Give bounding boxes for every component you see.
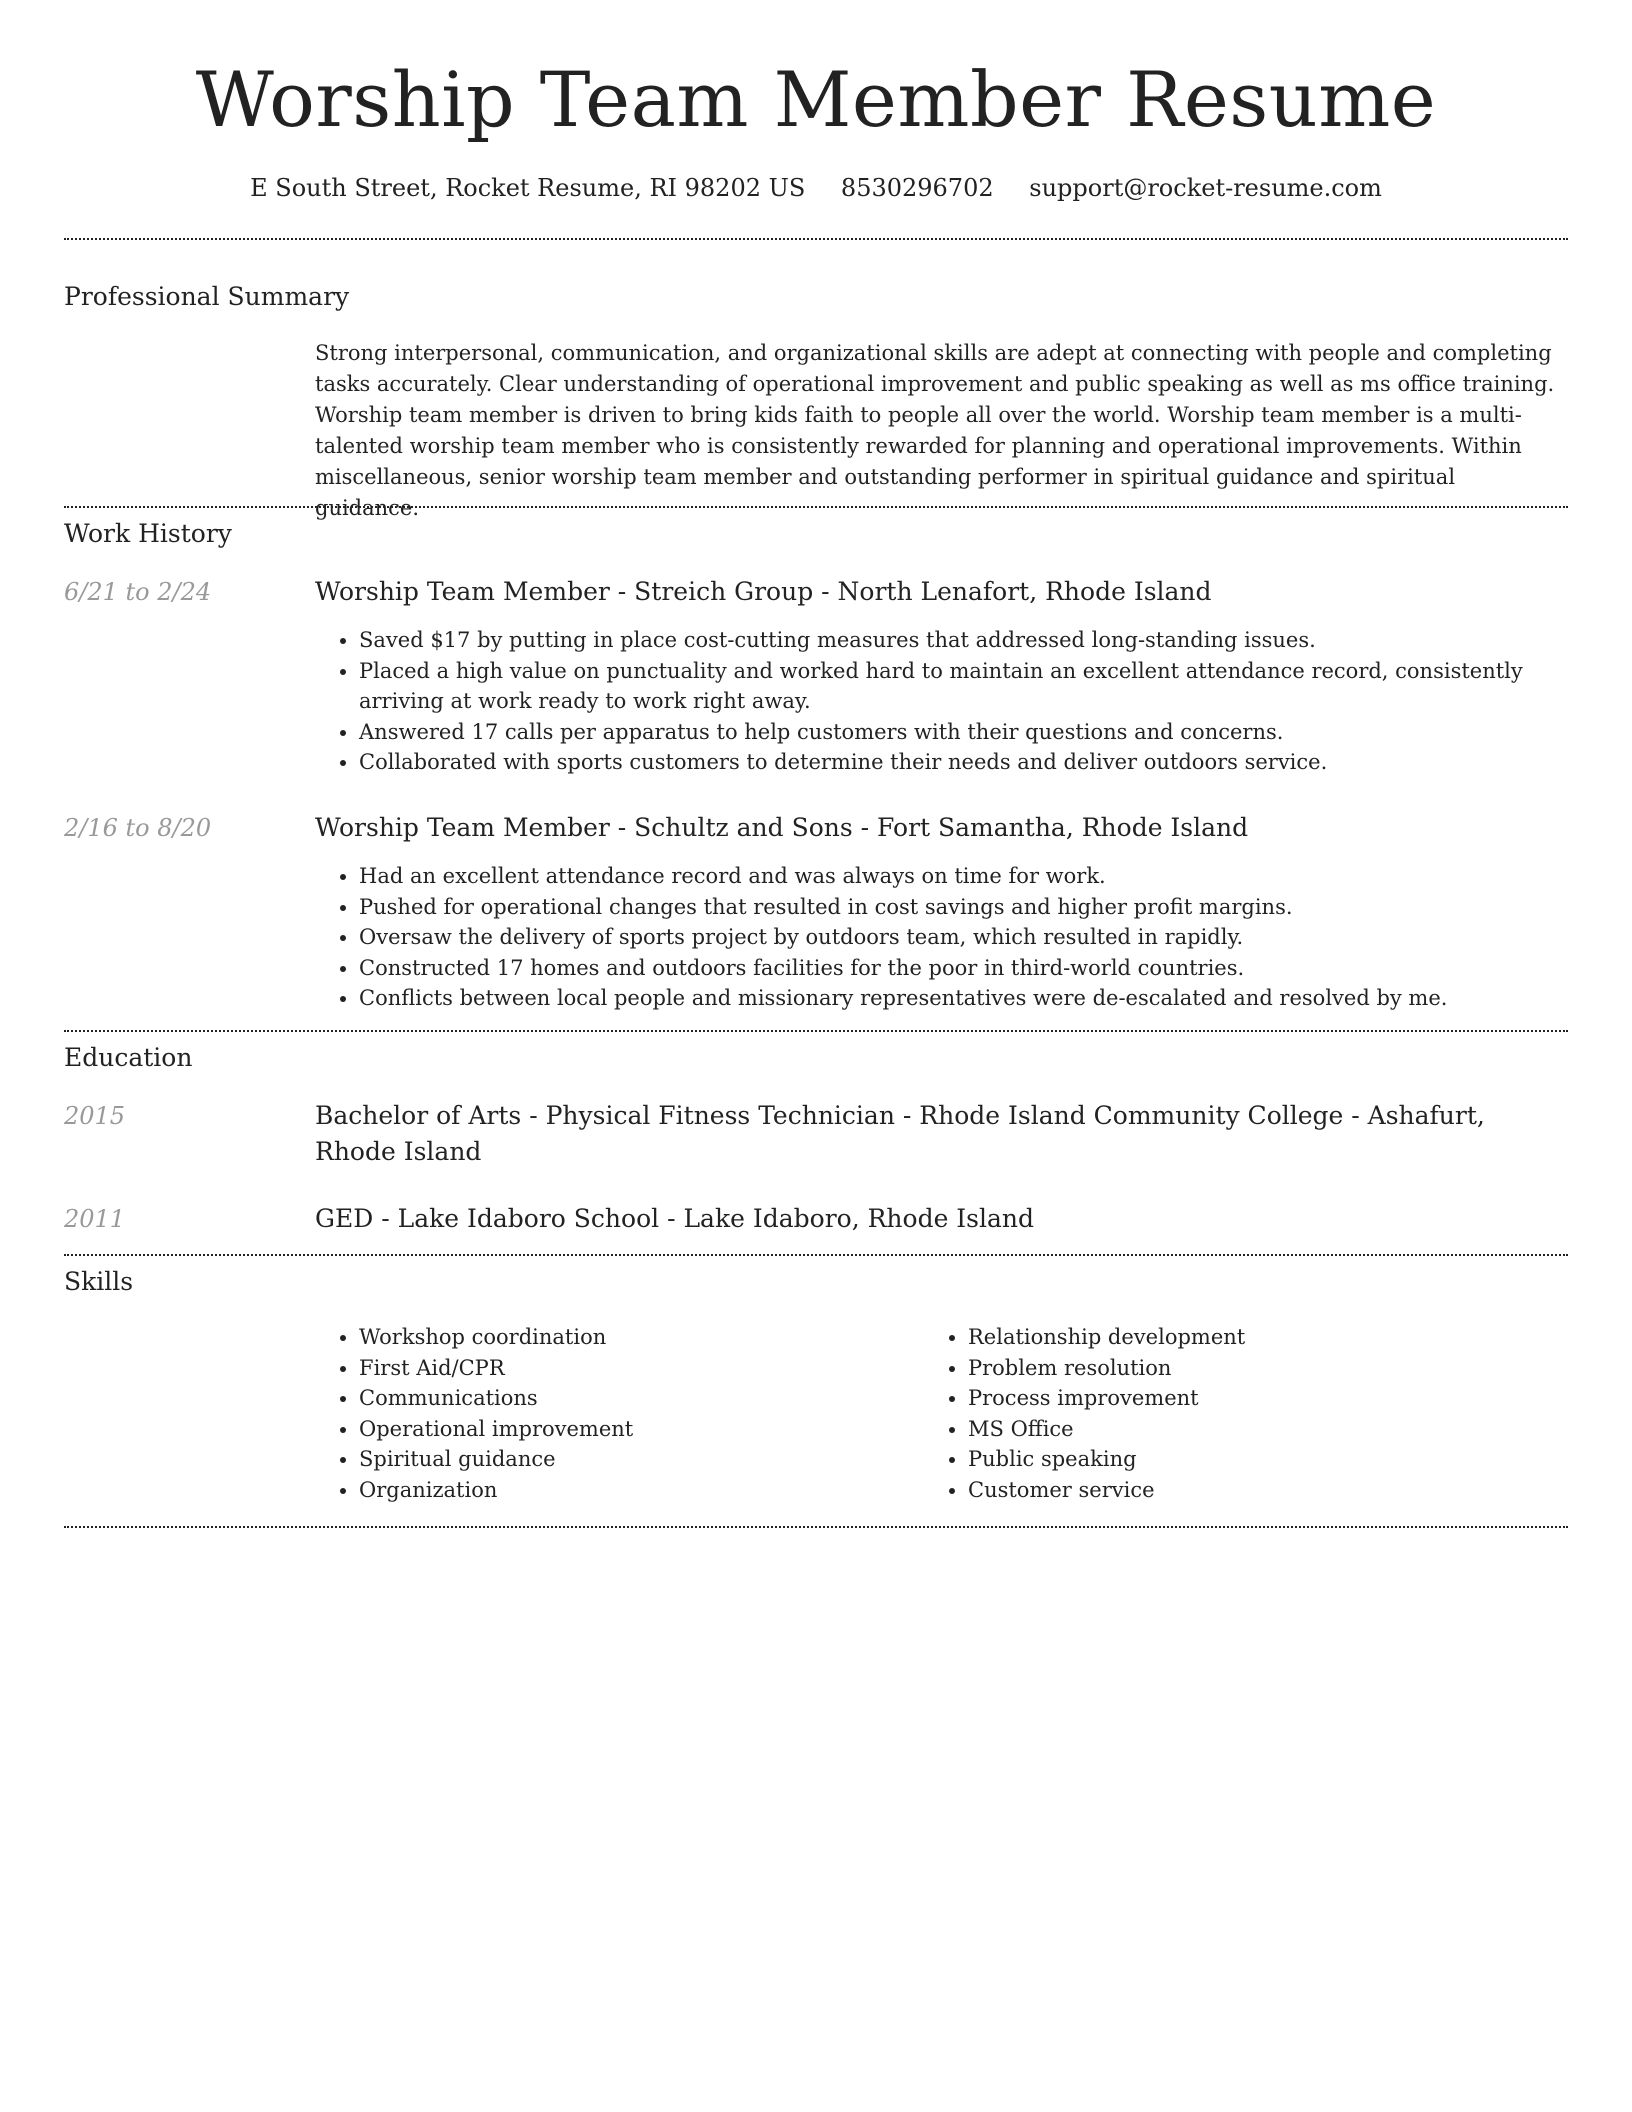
divider <box>64 1254 1568 1256</box>
job-dates: 6/21 to 2/24 <box>64 578 212 606</box>
contact-line <box>0 172 1632 204</box>
job-bullets <box>315 861 1604 1014</box>
education-degree: Bachelor of Arts - Physical Fitness Technician <box>315 1101 895 1130</box>
skill-item: • Relationship development <box>968 1322 1568 1353</box>
skill-item: • Public speaking <box>968 1444 1568 1475</box>
education-year: 2015 <box>64 1102 126 1130</box>
job-title <box>315 810 1560 846</box>
skill-item: • Problem resolution <box>968 1353 1568 1384</box>
section-title-skills: Skills <box>64 1267 134 1296</box>
education-year: 2011 <box>64 1205 126 1233</box>
skill-item: • MS Office <box>968 1414 1568 1445</box>
skill-item: • First Aid/CPR <box>359 1353 919 1384</box>
contact-email: support@rocket-resume.com <box>1029 174 1382 202</box>
job-role: Worship Team Member <box>315 577 610 606</box>
skill-item: • Operational improvement <box>359 1414 919 1445</box>
education-details: - Rhode Island Community College - Ashafurt, Rhode Island <box>315 1101 1485 1166</box>
list-item: • Oversaw the delivery of sports project by outdoors team, which resulted in rapidly. <box>359 922 1604 953</box>
skill-item: • Customer service <box>968 1475 1568 1506</box>
skills-list-left <box>315 1322 919 1505</box>
list-item: • Conflicts between local people and missionary representatives were de-escalated and resolved by me. <box>359 983 1604 1014</box>
skill-item: • Process improvement <box>968 1383 1568 1414</box>
skill-item: • Spiritual guidance <box>359 1444 919 1475</box>
job-title <box>315 574 1560 610</box>
education-entry <box>315 1098 1560 1170</box>
list-item: • Pushed for operational changes that resulted in cost savings and higher profit margins. <box>359 892 1604 923</box>
summary-text: Strong interpersonal, communication, and organizational skills are adept at connecting with people and completing tasks accurately. Clear understanding of operational improvement and public speaking as well as ms office training. Worship team member is driven to bring kids faith to people all over the world. Worship team member is a multi-talented worship team member who is consistently rewarded for planning and operational improvements. Within miscellaneous, senior worship team member and outstanding performer in spiritual guidance and spiritual guidance. <box>315 341 1555 520</box>
section-title-summary: Professional Summary <box>64 282 350 311</box>
job-bullets <box>315 625 1604 778</box>
job-role: Worship Team Member <box>315 813 610 842</box>
resume-header <box>0 0 1632 204</box>
skill-item: • Workshop coordination <box>359 1322 919 1353</box>
section-title-work: Work History <box>64 519 232 548</box>
list-item: • Had an excellent attendance record and was always on time for work. <box>359 861 1604 892</box>
divider <box>64 1526 1568 1528</box>
list-item: • Placed a high value on punctuality and worked hard to maintain an excellent attendance record, consistently arriving at work ready to work right away. <box>359 656 1604 717</box>
job-details: - Streich Group - North Lenafort, Rhode Island <box>609 577 1212 606</box>
skill-item: • Organization <box>359 1475 919 1506</box>
list-item: • Collaborated with sports customers to determine their needs and deliver outdoors service. <box>359 747 1604 778</box>
skill-item: • Communications <box>359 1383 919 1414</box>
divider <box>64 1030 1568 1032</box>
list-item: • Saved $17 by putting in place cost-cutting measures that addressed long-standing issues. <box>359 625 1604 656</box>
skills-list-right <box>924 1322 1568 1505</box>
education-details: - Lake Idaboro School - Lake Idaboro, Rhode Island <box>373 1204 1035 1233</box>
job-details: - Schultz and Sons - Fort Samantha, Rhode Island <box>609 813 1249 842</box>
section-title-education: Education <box>64 1043 193 1072</box>
list-item: • Answered 17 calls per apparatus to help customers with their questions and concerns. <box>359 717 1604 748</box>
contact-address: E South Street, Rocket Resume, RI 98202 US <box>250 174 806 202</box>
contact-phone: 8530296702 <box>840 174 994 202</box>
list-item: • Constructed 17 homes and outdoors facilities for the poor in third-world countries. <box>359 953 1604 984</box>
divider <box>64 506 1568 508</box>
job-dates: 2/16 to 8/20 <box>64 814 212 842</box>
resume-title: Worship Team Member Resume <box>195 55 1437 144</box>
education-degree: GED <box>315 1204 374 1233</box>
education-entry <box>315 1201 1560 1237</box>
divider <box>64 238 1568 240</box>
